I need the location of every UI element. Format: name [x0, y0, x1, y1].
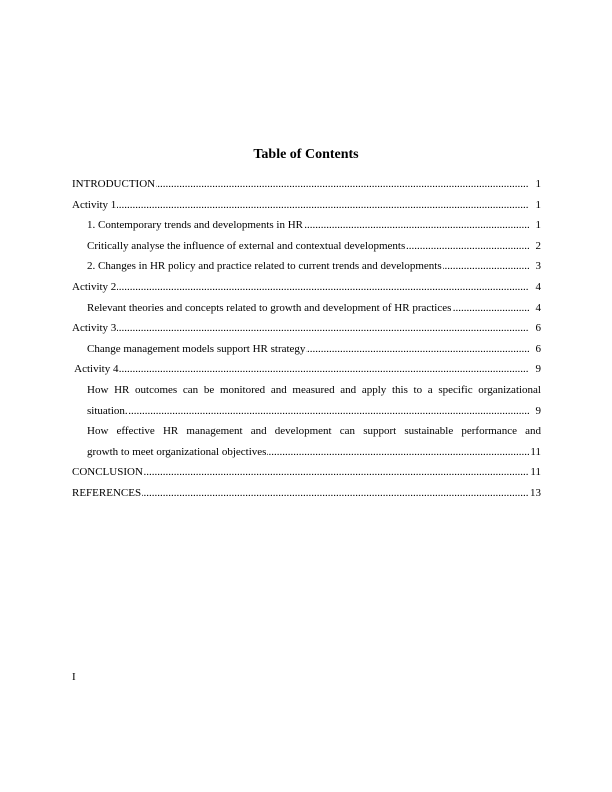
toc-entry-page: 3 [535, 256, 542, 277]
toc-entry-page: 11 [529, 462, 541, 483]
toc-entry-label: Activity 1 [72, 198, 117, 211]
toc-entry-activity-2[interactable] [72, 277, 541, 298]
toc-entry-hr-outcomes-line1[interactable]: How HR outcomes can be monitored and measured and apply this to a specific organizational [87, 383, 541, 396]
toc-entry-page: 1 [535, 174, 542, 195]
toc-entry-effective-hr[interactable] [72, 442, 541, 463]
toc-entry-label: Change management models support HR strategy [87, 342, 306, 355]
toc-entry-external-developments[interactable] [72, 236, 541, 257]
toc-title: Table of Contents [253, 147, 359, 162]
toc-entry-introduction[interactable] [72, 174, 541, 195]
toc-entry-change-management[interactable] [72, 339, 541, 360]
page-number: I [72, 671, 76, 683]
toc-entry-hr-outcomes[interactable] [72, 401, 541, 422]
table-of-contents [72, 174, 541, 504]
toc-entry-page: 9 [535, 401, 542, 422]
toc-entry-page: 2 [535, 236, 542, 257]
toc-entry-label: CONCLUSION [72, 466, 143, 479]
toc-entry-relevant-theories[interactable] [72, 298, 541, 319]
toc-entry-label: 1. Contemporary trends and developments in HR [87, 219, 303, 232]
toc-entry-label: Activity 3 [72, 322, 117, 335]
toc-entry-page: 6 [535, 318, 542, 339]
toc-entry-page: 6 [535, 339, 542, 360]
toc-entry-label: INTRODUCTION [72, 178, 156, 190]
toc-entry-effective-hr-line1[interactable]: How effective HR management and development can support sustainable performance and [87, 425, 541, 438]
toc-entry-label: Activity 4 [72, 363, 119, 376]
toc-entry-references[interactable] [72, 483, 541, 504]
toc-entry-page: 13 [529, 483, 541, 504]
toc-entry-activity-4[interactable] [72, 359, 541, 380]
toc-entry-label: growth to meet organizational objectives [87, 445, 267, 458]
toc-entry-label: Activity 2 [72, 280, 117, 293]
toc-entry-page: 4 [535, 298, 542, 319]
toc-entry-activity-1[interactable] [72, 195, 541, 216]
toc-entry-label: Critically analyse the influence of external and contextual developments [87, 239, 406, 252]
toc-entry-page: 1 [535, 195, 542, 216]
toc-entry-page: 1 [535, 215, 542, 236]
toc-entry-label: Relevant theories and concepts related to growth and development of HR practices [87, 301, 452, 314]
toc-entry-label: 2. Changes in HR policy and practice related to current trends and developments [87, 260, 442, 273]
toc-entry-page: 9 [535, 359, 542, 380]
toc-entry-hr-policy-changes[interactable] [72, 256, 541, 277]
toc-entry-label: REFERENCES [72, 486, 142, 499]
toc-entry-activity-3[interactable] [72, 318, 541, 339]
toc-entry-label: situation. [87, 404, 128, 417]
toc-entry-contemporary-trends[interactable] [72, 215, 541, 236]
toc-entry-conclusion[interactable] [72, 462, 541, 483]
toc-entry-page: 11 [529, 442, 541, 463]
toc-entry-page: 4 [535, 277, 542, 298]
